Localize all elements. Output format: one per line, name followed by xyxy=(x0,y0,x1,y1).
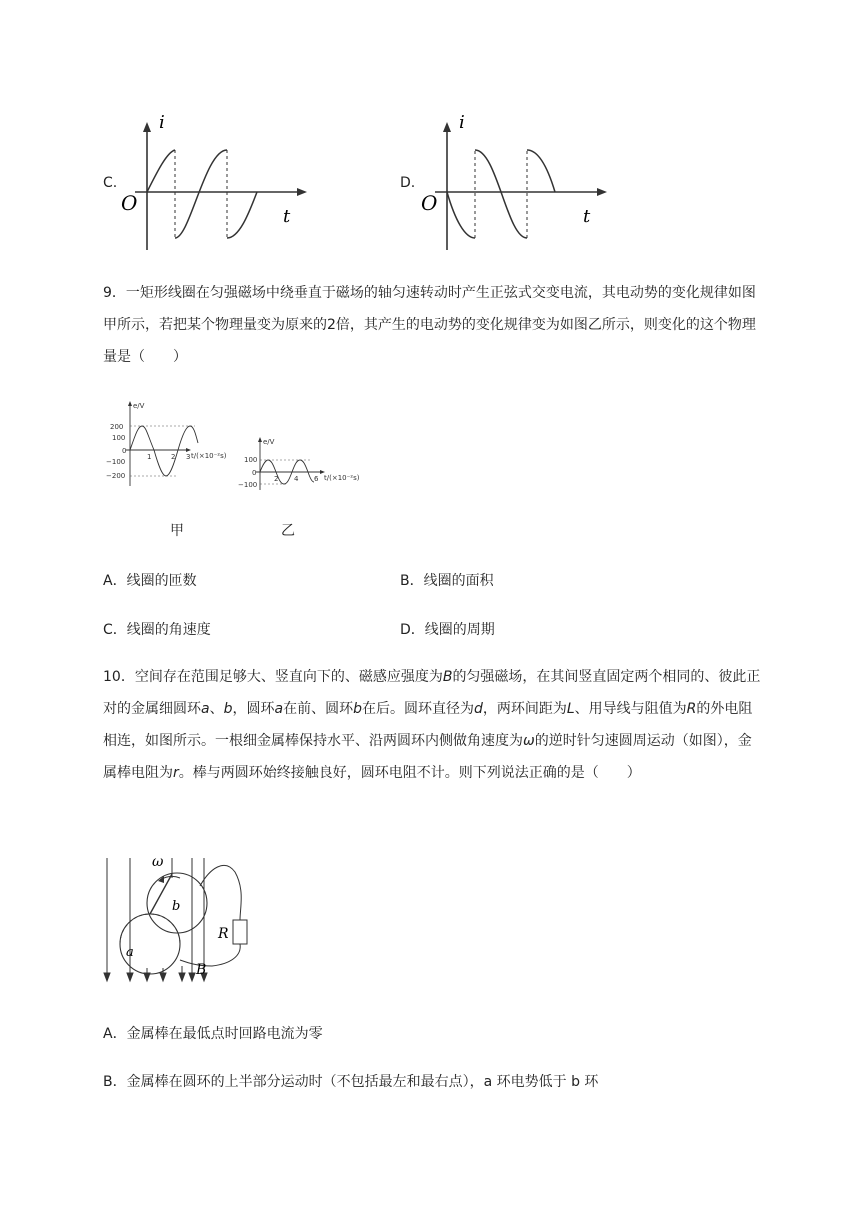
jia-ytick: −200 xyxy=(106,472,126,480)
yi-ytick: −100 xyxy=(238,481,258,489)
q10-option-b[interactable]: B．金属棒在圆环的上半部分运动时（不包括最左和最右点），a 环电势低于 b 环 xyxy=(103,1074,599,1090)
graph-origin-label: O xyxy=(121,191,138,215)
caption-yi: 乙 xyxy=(281,523,295,539)
q9-option-d[interactable]: D．线圈的周期 xyxy=(400,622,495,638)
graph-t-label: t xyxy=(283,206,291,227)
yi-ylabel: e/V xyxy=(263,438,275,446)
jia-xtick: 3 xyxy=(186,453,191,461)
field-label: B xyxy=(196,962,207,978)
graph-i-label: i xyxy=(159,112,165,133)
q9-option-c[interactable]: C．线圈的角速度 xyxy=(103,622,211,638)
jia-xtick: 2 xyxy=(171,453,176,461)
option-c-graph xyxy=(115,110,315,260)
jia-ylabel: e/V xyxy=(133,402,145,410)
resistor-label: R xyxy=(218,926,229,942)
ring-a-label: a xyxy=(126,945,134,960)
jia-xlabel: t/(×10⁻²s) xyxy=(191,452,227,460)
jia-ytick: 0 xyxy=(122,447,127,455)
jia-ytick: 100 xyxy=(112,434,126,442)
q10-stem: 10．空间存在范围足够大、竖直向下的、磁感应强度为B的匀强磁场，在其间竖直固定两个相同的、彼此正对的金属细圆环a、b，圆环a在前、圆环b在后。圆环直径为d，两环间距为L、用导线与阻值为R的外电阻相连，如图所示。一根细金属棒保持水平、沿两圆环内侧做角速度为ω的逆时针匀速圆周运动（如图），金属棒电阻为r。棒与两圆环始终接触良好，圆环电阻不计。则下列说法正确的是（ ） xyxy=(103,669,761,781)
option-c-label: C. xyxy=(103,175,118,191)
q10-figure xyxy=(100,848,260,988)
graph-i-label: i xyxy=(459,112,465,133)
yi-xlabel: t/(×10⁻²s) xyxy=(324,474,360,482)
q9-option-b[interactable]: B．线圈的面积 xyxy=(400,573,494,589)
q10-option-a[interactable]: A．金属棒在最低点时回路电流为零 xyxy=(103,1026,323,1042)
q9-stem: 9．一矩形线圈在匀强磁场中绕垂直于磁场的轴匀速转动时产生正弦式交变电流，其电动势的变化规律如图甲所示，若把某个物理量变为原来的2倍，其产生的电动势的变化规律变为如图乙所示，则变化的这个物理量是（ ） xyxy=(103,285,756,365)
q9-figure-yi xyxy=(230,434,370,494)
q9-figure-jia xyxy=(100,398,240,490)
ring-b-label: b xyxy=(172,899,181,914)
jia-ytick: −100 xyxy=(106,458,126,466)
jia-xtick: 1 xyxy=(147,453,152,461)
graph-origin-label: O xyxy=(421,191,438,215)
q9-option-a[interactable]: A．线圈的匝数 xyxy=(103,573,197,589)
yi-ytick: 0 xyxy=(252,469,257,477)
jia-ytick: 200 xyxy=(110,423,124,431)
caption-jia: 甲 xyxy=(170,523,184,539)
omega-label: ω xyxy=(152,854,164,870)
yi-xtick: 4 xyxy=(294,475,299,483)
yi-xtick: 6 xyxy=(314,475,319,483)
yi-ytick: 100 xyxy=(244,456,258,464)
graph-t-label: t xyxy=(583,206,591,227)
option-d-label: D. xyxy=(400,175,416,191)
option-d-graph xyxy=(415,110,615,260)
yi-xtick: 2 xyxy=(274,475,279,483)
